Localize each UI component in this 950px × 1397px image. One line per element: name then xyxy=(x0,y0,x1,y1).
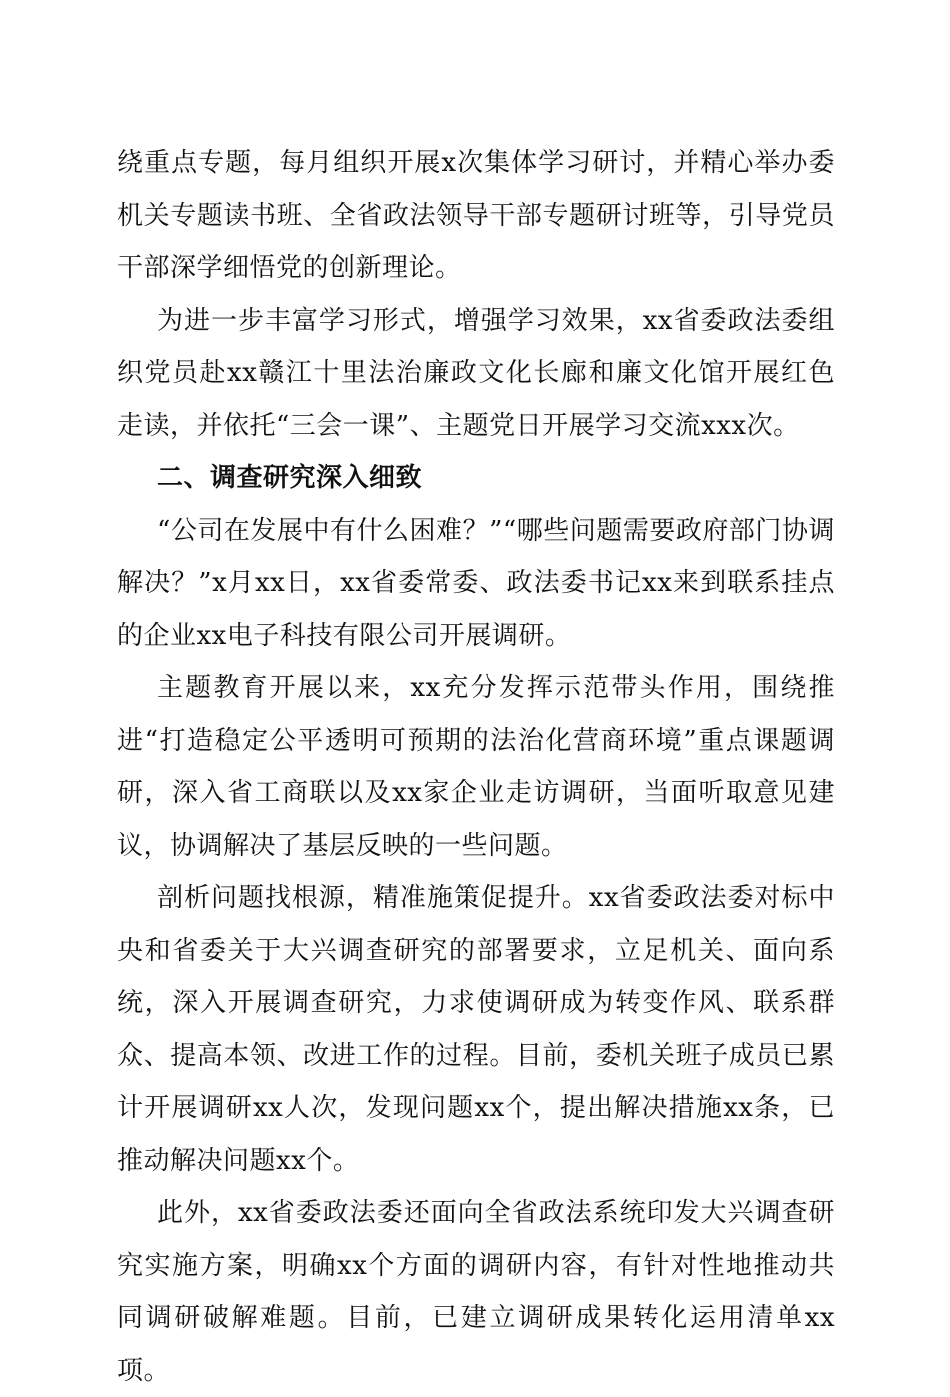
paragraph-theme-education: 主题教育开展以来，xx充分发挥示范带头作用，围绕推进“打造稳定公平透明可预期的法治化营商环境”重点课题调研，深入省工商联以及xx家企业走访调研，当面听取意见建议，协调解决了基层反映的一些问题。 xyxy=(117,673,835,861)
paragraph-continued: 绕重点专题，每月组织开展x次集体学习研讨，并精心举办委机关专题读书班、全省政法领导干部专题研讨班等，引导党员干部深学细悟党的创新理论。 xyxy=(117,148,835,283)
section-heading: 二、调查研究深入细致 xyxy=(157,463,423,493)
document-body xyxy=(117,137,835,1397)
paragraph-problem-analysis: 剖析问题找根源，精准施策促提升。xx省委政法委对标中央和省委关于大兴调查研究的部署要求，立足机关、面向系统，深入开展调查研究，力求使调研成为转变作风、联系群众、提高本领、改进工作的过程。目前，委机关班子成员已累计开展调研xx人次，发现问题xx个，提出解决措施xx条，已推动解决问题xx个。 xyxy=(117,883,835,1176)
paragraph-study-forms: 为进一步丰富学习形式，增强学习效果，xx省委政法委组织党员赴xx赣江十里法治廉政文化长廊和廉文化馆开展红色走读，并依托“三会一课”、主题党日开展学习交流xxx次。 xyxy=(117,305,835,441)
paragraph-implementation-plan: 此外，xx省委政法委还面向全省政法系统印发大兴调查研究实施方案，明确xx个方面的调研内容，有针对性地推动共同调研破解难题。目前，已建立调研成果转化运用清单xx项。 xyxy=(117,1198,835,1386)
paragraph-company-visit: “公司在发展中有什么困难？”“哪些问题需要政府部门协调解决？”x月xx日，xx省委常委、政法委书记xx来到联系挂点的企业xx电子科技有限公司开展调研。 xyxy=(117,515,835,651)
